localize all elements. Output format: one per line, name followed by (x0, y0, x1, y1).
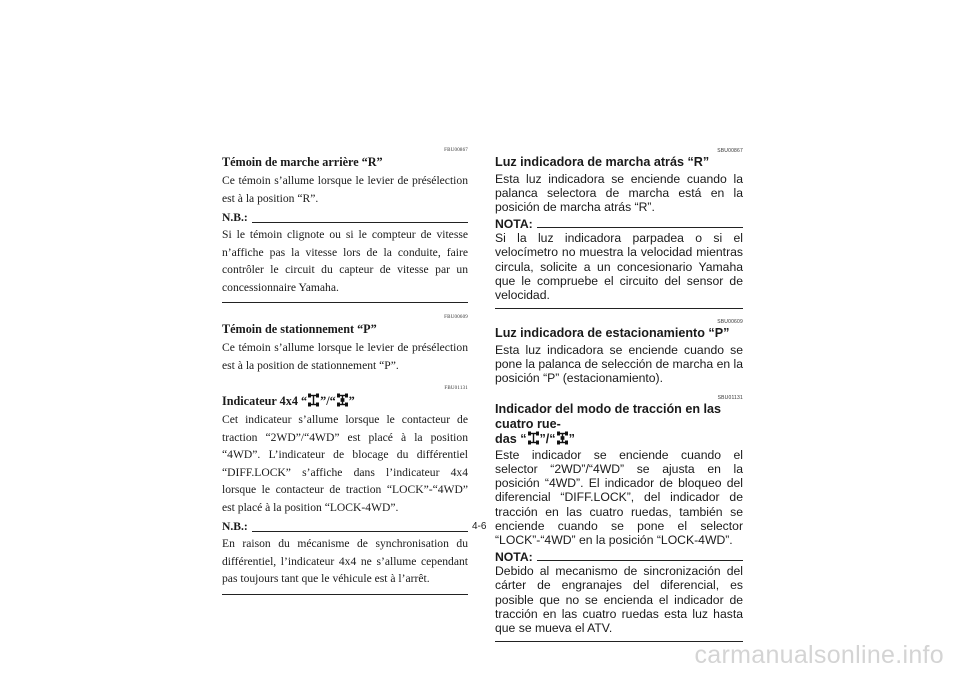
note-text: En raison du mécanisme de synchronisation du différentiel, l’indicateur 4x4 ne s’allume cependant pas toujours tant que le véhicule est à l’arrêt. (222, 537, 468, 585)
note-header (222, 210, 468, 226)
section-body: Cet indicateur s’allume lorsque le contacteur de traction “2WD”/“4WD” est placé à la position “4WD”. L’indicateur de blocage du différentiel “DIFF.LOCK” s’affiche dans l’indicateur 4x4 lorsque le contacteur de traction “LOCK”-“4WD” est placé à la position “LOCK-4WD”. (222, 413, 468, 514)
section-body: Esta luz indicadora se enciende cuando se pone la palanca de selección de marcha en la posición “P” (estacionamiento). (495, 342, 743, 386)
section-body: Este indicador se enciende cuando el selector “2WD”/“4WD” se ajusta en la posición “4WD”. El indicador de bloqueo del diferencial “DIFF.LOCK”, del indicador de tracción en las cuatro ruedas, también se enciende cuando se pone el selector “LOCK”-“4WD” en la posición “LOCK-4WD”. (495, 447, 743, 547)
section-body: Esta luz indicadora se enciende cuando la palanca selectora de marcha está en la posición de marcha atrás “R”. (495, 171, 743, 214)
note-header (495, 217, 743, 231)
4wd-indicator-icon (307, 393, 320, 407)
note-header (222, 519, 468, 535)
note-label: NOTA: (495, 217, 533, 232)
4wd-indicator-icon (527, 431, 540, 445)
note-label: NOTA: (495, 550, 533, 565)
section-code: SBU01131 (717, 395, 743, 402)
diff-lock-indicator-icon (556, 431, 569, 445)
french-column (222, 148, 468, 595)
diff-lock-indicator-icon (336, 393, 349, 407)
section-title-reverse: Luz indicadora de marcha atrás “R” (495, 155, 710, 169)
section-code: FBU01131 (444, 386, 468, 391)
note-text: Debido al mecanismo de sincronización del cárter de engranajes del diferencial, es posible que no se encienda el indicador de tracción en las cuatro ruedas esta luz hasta que se mueva el ATV. (495, 564, 743, 635)
section-code: FBU00867 (444, 148, 468, 153)
note-text: Si la luz indicadora parpadea o si el velocímetro no muestra la velocidad mientras circula, solicite a un concesionario Yamaha que le compruebe el circuito del sensor de velocidad. (495, 231, 743, 302)
section-body: Ce témoin s’allume lorsque le levier de présélection est à la position de stationnement “P”. (222, 341, 468, 372)
note-divider (252, 531, 468, 532)
note-end-divider (222, 302, 468, 303)
page-number: 4-6 (472, 521, 487, 532)
section-title-park: Témoin de stationnement “P” (222, 322, 377, 336)
section-body: Ce témoin s’allume lorsque le levier de présélection est à la position “R”. (222, 174, 468, 205)
note-text: Si le témoin clignote ou si le compteur de vitesse n’affiche pas la vitesse lors de la conduite, faire contrôler le circuit du capteur de vitesse par un concessionnaire Yamaha. (222, 228, 468, 294)
note-end-divider (222, 594, 468, 595)
note-label: N.B.: (222, 211, 248, 224)
spanish-column (495, 148, 743, 642)
section-title-reverse: Témoin de marche arrière “R” (222, 155, 383, 169)
watermark: carmanualsonline.info (694, 641, 944, 669)
section-title-4wd: Indicador del modo de tracción en las cuatro rue- das “ ”/“ ” (495, 402, 722, 447)
note-divider (537, 227, 743, 228)
section-title-4x4: Indicateur 4x4 “ ”/“ ” (222, 394, 355, 408)
note-header (495, 550, 743, 564)
section-title-park: Luz indicadora de estacionamiento “P” (495, 326, 730, 341)
section-code: FBU00609 (444, 315, 468, 320)
note-end-divider (495, 308, 743, 309)
note-label: N.B.: (222, 520, 248, 533)
note-divider (537, 560, 743, 561)
section-code: SBU00609 (717, 319, 743, 326)
section-code: SBU00867 (717, 148, 743, 154)
note-divider (252, 222, 468, 223)
